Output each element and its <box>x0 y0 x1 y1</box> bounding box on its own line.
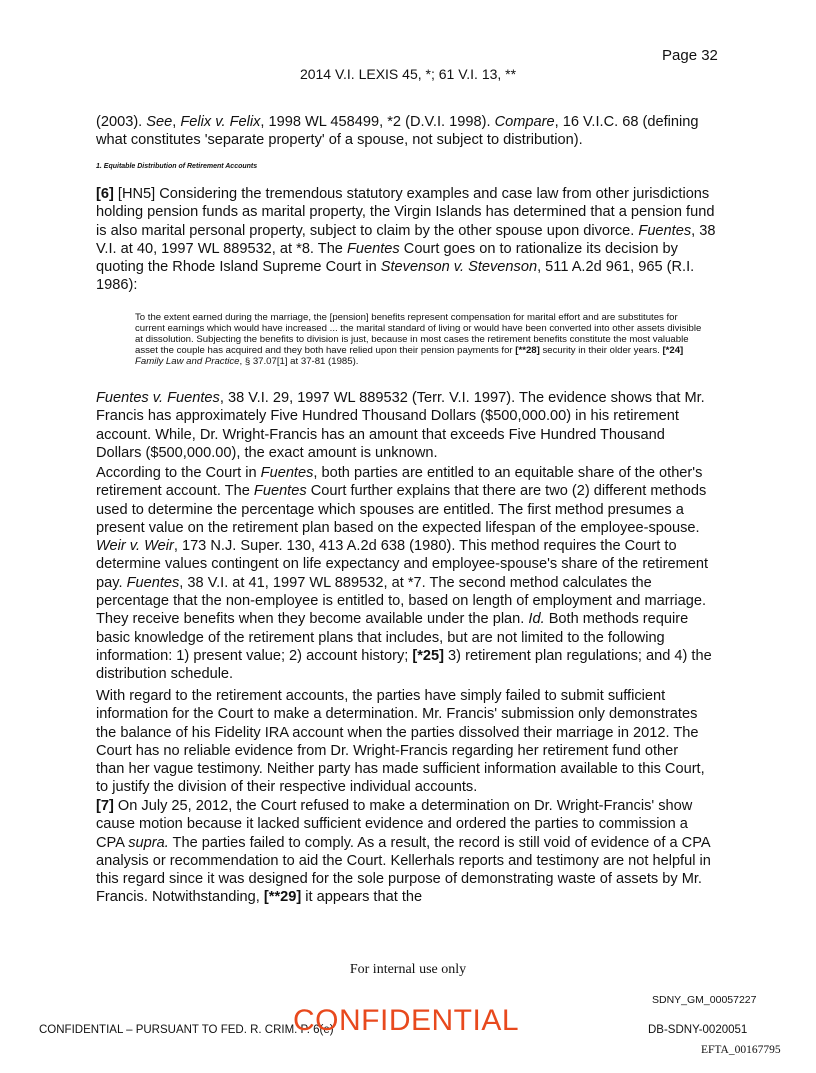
fuentes-text-1: , 38 V.I. 29, 1997 WL 889532 (Terr. V.I. 1997). The evidence shows that Mr. Francis has approximately Five Hundred Thousand Dollars ($500,000.00) in his retirement account. While, Dr. Wright-Francis has an amount that exceeds Five Hundred Thousand Dollars ($500,000.00), the exact amount is unknown. <box>96 390 705 461</box>
court-text-6: Both methods require basic knowledge of the retirement plans that includes, but are not limited to the following information: 1) present value; 2) account history; <box>96 611 689 664</box>
page-number: Page 32 <box>662 47 718 64</box>
paragraph-6 <box>96 185 716 295</box>
court-text-2: , both parties are entitled to an equitable share of the other's retirement account. The <box>96 465 703 500</box>
bates-number-db: DB-SDNY-0020051 <box>648 1024 748 1036</box>
case-fuentes: Fuentes <box>346 240 400 257</box>
case-fuentes-full: Fuentes v. Fuentes <box>96 390 220 406</box>
case-felix: Felix v. Felix <box>180 114 261 130</box>
page-marker-24: [*24] <box>662 345 684 357</box>
p6-text-1: [HN5] Considering the tremendous statutory examples and case law from other jurisdictions holding pension funds as marital property, the Virgin Islands has determined that a pension fund is also marital personal property, subject to claim by the other spouse upon divorce. <box>96 186 715 239</box>
block-quote <box>135 312 703 367</box>
page-marker-25: [*25] <box>412 647 444 664</box>
court-text-7: 3) retirement plan regulations; and 4) the distribution schedule. <box>96 647 712 683</box>
bates-number-sdny-gm: SDNY_GM_00057227 <box>652 994 757 1006</box>
p6-text-2: , 38 V.I. at 40, 1997 WL 889532, at *8. The <box>96 222 716 257</box>
paragraph-court-methods <box>96 464 720 684</box>
paragraph-retirement-accounts: With regard to the retirement accounts, the parties have simply failed to submit sufficient information for the Court to make a determination. Mr. Francis' submission only demonstrates the balance of his Fidelity IRA account when the parties dissolved their marriage in 2012. The Court has no reliable evidence from Dr. Wright-Francis regarding her retirement fund other than her vague testimony. Neither party has made sufficient information available to this Court, to justify the division of their respective individual accounts. <box>96 688 705 796</box>
case-fuentes: Fuentes <box>126 574 180 591</box>
paragraph-marker-7: [7] <box>96 798 114 814</box>
intro-text-1: (2003). <box>96 114 147 130</box>
quote-text-2: security in their older years. <box>539 345 663 357</box>
running-header-citation: 2014 V.I. LEXIS 45, *; 61 V.I. 13, ** <box>299 66 517 82</box>
p7-text-2: The parties failed to comply. As a result, the record is still void of evidence of a CPA analysis or recommendation to aid the Court. Kellerhals reports and testimony are not helpful in this regard since it was designed for the sole purpose of demonstrating waste of assets by Mr. Francis. Notwithstanding, <box>96 834 711 906</box>
paragraph-marker-6: [6] <box>96 186 114 202</box>
page-marker-29: [**29] <box>263 889 302 906</box>
confidential-notice: CONFIDENTIAL – PURSUANT TO FED. R. CRIM. P. 6(e) <box>39 1024 334 1036</box>
section-subheading: 1. Equitable Distribution of Retirement Accounts <box>96 163 258 170</box>
p6-text-4: , 511 A.2d 961, 965 (R.I. 1986): <box>96 259 695 294</box>
intro-text-3: , 1998 WL 458499, *2 (D.V.I. 1998). <box>260 114 495 130</box>
quote-text-4: , § 37.07[1] at 37-81 (1985). <box>239 356 359 368</box>
case-fuentes: Fuentes <box>260 465 314 481</box>
p7-text-1: On July 25, 2012, the Court refused to make a determination on Dr. Wright-Francis' show cause motion because it lacked sufficient evidence and ordered the parties to commission a CPA <box>96 798 693 851</box>
paragraph-fuentes <box>96 389 708 462</box>
paragraph-7 <box>96 797 712 907</box>
signal-see: See <box>146 114 173 130</box>
quote-text-1: To the extent earned during the marriage, the [pension] benefits represent compensation for marital effort and are substitutes for current earnings which would have increased ... the marital standard of living or would have been converted into other assets divisible at dissolution. Subjecting the benefits to division is just, because in most cases the retirement benefits constitute the most valuable asset the couple has acquired and they both have relied upon their pension payments for <box>135 312 702 357</box>
intro-text-2: , <box>172 114 181 130</box>
court-text-4: , 173 N.J. Super. 130, 413 A.2d 638 (1980). This method requires the Court to determine values contingent on life expectancy and employee-spouse's share of the retirement pay. <box>96 538 709 591</box>
confidential-stamp: CONFIDENTIAL <box>293 1004 520 1037</box>
quote-source: Family Law and Practice <box>135 356 240 368</box>
case-fuentes: Fuentes <box>638 222 692 239</box>
case-fuentes: Fuentes <box>253 483 307 500</box>
intro-paragraph <box>96 113 708 150</box>
signal-compare: Compare <box>494 114 555 130</box>
court-text-5: , 38 V.I. at 41, 1997 WL 889532, at *7. The second method calculates the percentage that the non-employee is entitled to, based on length of employment and marriage. They receive benefits when they become available under the plan. <box>96 574 707 628</box>
p6-text-3: Court goes on to rationalize its decision by quoting the Rhode Island Supreme Court in <box>96 240 678 276</box>
efta-number: EFTA_00167795 <box>701 1044 781 1056</box>
intro-text-4: , 16 V.I.C. 68 (defining what constitutes 'separate property' of a spouse, not subject to distribution). <box>96 114 699 149</box>
internal-use-notice: For internal use only <box>349 962 467 977</box>
p7-text-3: it appears that the <box>301 889 423 906</box>
court-text-3: Court further explains that there are two (2) different methods used to determine the percentage which spouses are entitled. The first method presumes a present value on the retirement plan based on the expected lifespan of the employee-spouse. <box>96 483 707 536</box>
signal-id: Id. <box>528 611 545 628</box>
case-weir: Weir v. Weir <box>96 538 174 555</box>
page-marker-28: [**28] <box>515 345 540 357</box>
court-text-1: According to the Court in <box>96 465 261 481</box>
case-stevenson: Stevenson v. Stevenson <box>380 259 538 276</box>
signal-supra: supra. <box>128 834 169 851</box>
